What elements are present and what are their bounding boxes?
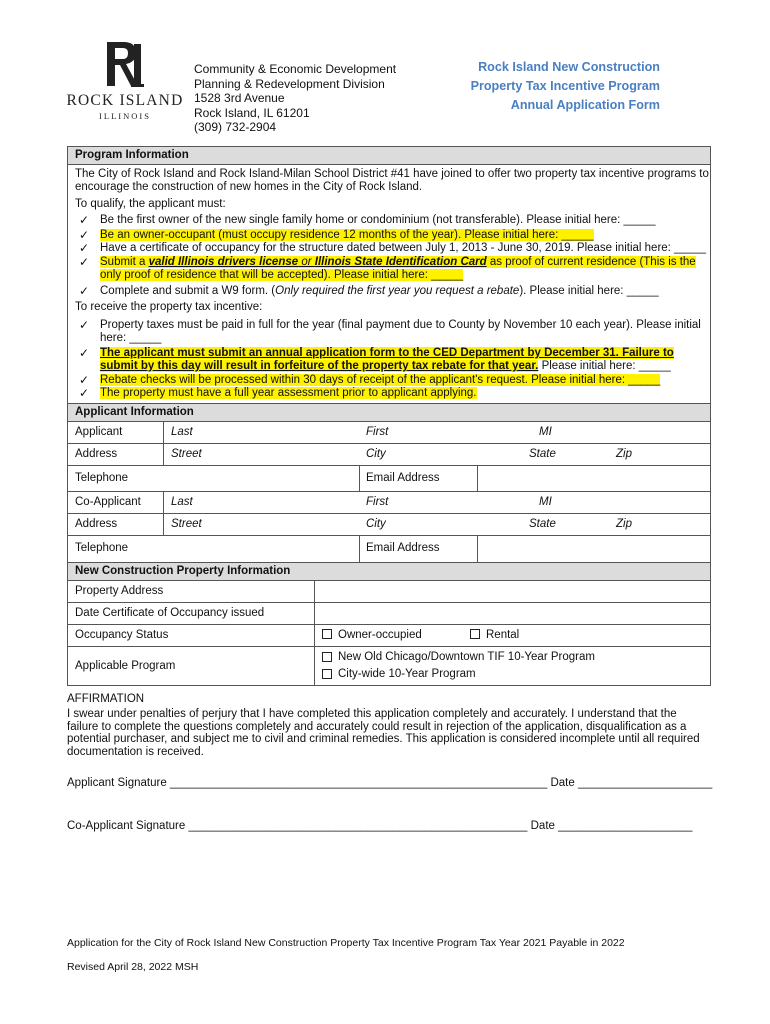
title-line: Rock Island New Construction <box>478 60 660 74</box>
footer-note: Application for the City of Rock Island New Construction Property Tax Incentive Program Tax Year 2021 Payable in 2022 <box>67 937 625 949</box>
text: Submit a <box>100 256 149 268</box>
co-telephone-label: Telephone <box>75 542 129 554</box>
form-title <box>471 58 660 115</box>
divider <box>68 443 710 444</box>
checkmark-icon: ✓ <box>79 284 90 298</box>
affirmation-line: I swear under penalties of perjury that I have completed this application completely and accurately. I understand that the <box>67 708 677 720</box>
applicant-information-heading: Applicant Information <box>68 404 710 421</box>
co-state-field[interactable]: State <box>529 518 556 530</box>
address-label: Address <box>75 448 118 460</box>
property-information-heading: New Construction Property Information <box>68 563 710 580</box>
applicable-program-label: Applicable Program <box>75 660 176 672</box>
property-address-label: Property Address <box>75 585 164 597</box>
text: Please initial here: _____ <box>538 360 671 372</box>
coapplicant-label: Co-Applicant <box>75 496 141 508</box>
divider <box>68 491 710 492</box>
owner-occupied-checkbox[interactable] <box>322 629 332 639</box>
receive-item: Property taxes must be paid in full for the year (final payment due to County by November 10 each year). Please initial <box>100 319 701 331</box>
divider <box>68 624 710 625</box>
co-last-name-field[interactable]: Last <box>171 496 193 508</box>
tif-program-checkbox[interactable] <box>322 652 332 662</box>
divider <box>68 164 710 165</box>
tif-program-label: New Old Chicago/Downtown TIF 10-Year Program <box>338 651 595 663</box>
checkmark-icon: ✓ <box>79 318 90 332</box>
mi-field[interactable]: MI <box>539 426 552 438</box>
city-field[interactable]: City <box>366 448 386 460</box>
logo-state: ILLINOIS <box>99 111 151 121</box>
qualify-item <box>100 285 659 297</box>
rental-label: Rental <box>486 629 520 641</box>
telephone-label: Telephone <box>75 472 129 484</box>
address-line: Rock Island, IL 61201 <box>194 105 310 120</box>
text-bold: submit by this day will result in forfeiture of the property tax rebate for that year. <box>100 360 539 372</box>
department-address <box>194 62 396 135</box>
qualify-item-id <box>100 256 696 268</box>
rock-island-logo <box>66 40 184 120</box>
text: as proof of current residence (This is the <box>486 256 696 268</box>
divider <box>477 535 478 562</box>
zip-field[interactable]: Zip <box>616 448 632 460</box>
revision-note: Revised April 28, 2022 MSH <box>67 961 199 973</box>
divider <box>359 465 360 491</box>
citywide-program-checkbox[interactable] <box>322 669 332 679</box>
co-mi-field[interactable]: MI <box>539 496 552 508</box>
divider <box>68 513 710 514</box>
rental-checkbox[interactable] <box>470 629 480 639</box>
divider <box>68 646 710 647</box>
checkmark-icon: ✓ <box>79 373 90 387</box>
divider <box>68 535 710 536</box>
program-intro <box>75 168 709 193</box>
text-bold: valid Illinois drivers license <box>148 256 299 268</box>
co-address-label: Address <box>75 518 118 530</box>
applicant-signature-line[interactable]: Applicant Signature ___________________________________________________________ Date _____________________ <box>67 777 713 789</box>
affirmation-line: failure to complete the questions completely and accurately could result in rejection of the application, disqualification as a <box>67 720 687 733</box>
divider <box>68 421 710 422</box>
first-name-field[interactable]: First <box>366 426 389 438</box>
occupancy-status-label: Occupancy Status <box>75 629 169 641</box>
street-field[interactable]: Street <box>171 448 202 460</box>
last-name-field[interactable]: Last <box>171 426 193 438</box>
divider <box>477 465 478 491</box>
receive-item-cont <box>100 360 671 372</box>
logo-name: ROCK ISLAND <box>66 92 184 109</box>
co-street-field[interactable]: Street <box>171 518 202 530</box>
applicant-label: Applicant <box>75 426 123 438</box>
coapplicant-signature-line[interactable]: Co-Applicant Signature _____________________________________________________ Date _____________________ <box>67 820 693 832</box>
qualify-item: Be an owner-occupant (must occupy residence 12 months of the year). Please initial here: _____ <box>100 229 594 241</box>
divider <box>359 535 360 562</box>
receive-item: The applicant must submit an annual application form to the CED Department by December 31. Failure to <box>100 347 674 359</box>
co-email-label: Email Address <box>366 542 440 554</box>
qualify-item: Be the first owner of the new single family home or condominium (not transferable). Please initial here: _____ <box>100 214 656 226</box>
co-zip-field[interactable]: Zip <box>616 518 632 530</box>
title-line: Annual Application Form <box>510 98 660 112</box>
affirmation-heading: AFFIRMATION <box>67 693 145 705</box>
address-line: 1528 3rd Avenue <box>194 91 285 106</box>
qualify-item: Have a certificate of occupancy for the structure dated between July 1, 2013 - June 30, 2019. Please initial here: _____ <box>100 242 707 254</box>
address-line: (309) 732-2904 <box>194 120 277 135</box>
co-city-field[interactable]: City <box>366 518 386 530</box>
citywide-program-label: City-wide 10-Year Program <box>338 668 476 680</box>
divider <box>68 465 710 466</box>
program-information-heading: Program Information <box>68 147 710 164</box>
receive-item: Rebate checks will be processed within 30 days of receipt of the applicant's request. Please initial here: _____ <box>100 374 661 386</box>
text: or <box>298 256 315 268</box>
certificate-date-label: Date Certificate of Occupancy issued <box>75 607 265 619</box>
checkmark-icon: ✓ <box>79 213 90 227</box>
checkmark-icon: ✓ <box>79 255 90 269</box>
text-italic: Only required the first year you request a rebate <box>275 285 520 297</box>
receive-heading: To receive the property tax incentive: <box>75 301 263 313</box>
owner-occupied-label: Owner-occupied <box>338 629 422 641</box>
checkmark-icon: ✓ <box>79 386 90 400</box>
text: Complete and submit a W9 form. ( <box>100 285 276 297</box>
co-first-name-field[interactable]: First <box>366 496 389 508</box>
address-line: Community & Economic Development <box>194 62 397 76</box>
text: ). Please initial here: _____ <box>519 285 659 297</box>
divider <box>68 602 710 603</box>
text-bold: Illinois State Identification Card <box>314 256 487 268</box>
affirmation-line: documentation is received. <box>67 745 204 758</box>
intro-line: encourage the construction of new homes in the City of Rock Island. <box>75 180 423 193</box>
checkmark-icon: ✓ <box>79 346 90 360</box>
address-line: Planning & Redevelopment Division <box>194 76 385 91</box>
state-field[interactable]: State <box>529 448 556 460</box>
email-label: Email Address <box>366 472 440 484</box>
receive-item: The property must have a full year assessment prior to applicant applying. <box>100 387 477 399</box>
qualify-item-cont: only proof of residence that will be accepted). Please initial here: _____ <box>100 269 464 281</box>
receive-item-cont: here: _____ <box>100 332 162 344</box>
checkmark-icon: ✓ <box>79 228 90 242</box>
checkmark-icon: ✓ <box>79 241 90 255</box>
ri-monogram-icon <box>104 40 146 90</box>
qualify-heading: To qualify, the applicant must: <box>75 198 226 210</box>
intro-line: The City of Rock Island and Rock Island-Milan School District #41 have joined to offer two property tax incentive programs to <box>75 168 709 180</box>
affirmation-line: potential purchaser, and subject me to civil and criminal remedies. This application is considered incomplete until all required <box>67 733 700 746</box>
divider <box>314 580 315 686</box>
divider <box>68 580 710 581</box>
title-line: Property Tax Incentive Program <box>470 79 660 93</box>
affirmation-text <box>67 708 707 758</box>
